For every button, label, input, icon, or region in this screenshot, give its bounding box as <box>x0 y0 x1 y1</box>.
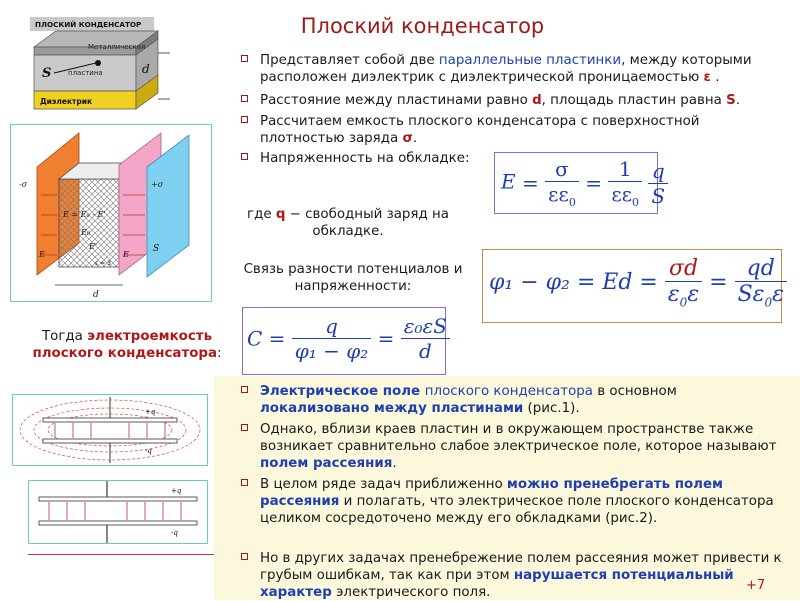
field-formula: E = $\frac{\sigma}{\varepsilon\varepsilon_0}$ = $\frac{1}{\varepsilon\varepsilon_0}$ $\frac{q}{S}$ <box>494 152 658 214</box>
field-formula-label: E = E₀ - E' <box>63 210 106 219</box>
plus-q-label: +q <box>145 408 156 416</box>
bullets.2.parts-segment: . <box>412 131 418 146</box>
bullets.0.parts-segment: . <box>711 70 720 85</box>
epsilon-label: ε = 3 <box>95 260 111 267</box>
bottom.items.0.parts-segment: в основном <box>592 384 677 399</box>
potential-formula: φ₁ − φ₂ = Ed = $\frac{\sigma d}{\varepsilon_0\varepsilon}$ = $\frac{qd}{S\varepsilon_0\varepsilon}$ <box>482 249 782 323</box>
bullets.1.parts-segment: S <box>726 93 736 108</box>
bottom.items.3.parts-segment: нарушается потенциальный характер <box>260 568 734 600</box>
e0-label: E₀ <box>81 228 91 237</box>
bottom.items.0.parts-segment: (рис.1). <box>523 401 580 416</box>
bullet-4-text <box>260 151 470 166</box>
slide-number: +7 <box>746 578 766 593</box>
bottom.items.0.parts-segment: плоского конденсатора <box>424 384 593 399</box>
capacitor-field-diagram <box>10 124 212 302</box>
minus-q-label-2: -q <box>171 529 178 537</box>
bottom.items.0.parts-segment: локализовано между пластинами <box>260 401 524 416</box>
e-left-label: E <box>39 250 45 259</box>
bullets.2.parts-segment: Рассчитаем емкость плоского конденсатора с поверхностной плотностью заряда <box>260 114 700 146</box>
note-2 <box>260 421 800 472</box>
note-3-text <box>260 477 774 526</box>
fringe-field-figure <box>12 394 208 466</box>
metal-label-1: Металлическая <box>88 43 146 51</box>
bullet-1-text <box>260 53 752 85</box>
bottom.items.2.parts-segment: В целом ряде задач приближенно <box>260 477 507 492</box>
minus-sigma-label: -σ <box>19 180 28 189</box>
plate-d-label: d <box>93 290 99 300</box>
fringe-field-notes <box>214 376 800 600</box>
bullets.1.parts-segment: Расстояние между пластинами равно <box>260 93 533 108</box>
note-4 <box>260 550 785 601</box>
bullet-marker <box>241 55 248 62</box>
bullet-marker <box>241 153 248 160</box>
bottom.items.1.parts-segment: . <box>392 456 397 471</box>
metal-label-2: пластина <box>68 69 103 77</box>
bullets.3.parts-segment: Напряженность на обкладке: <box>260 151 470 166</box>
bullet-marker <box>241 95 248 102</box>
bullets.0.parts-segment: ε <box>703 70 712 85</box>
bullets.0.parts-segment: параллельные пластинки <box>438 53 622 68</box>
bottom.items.1.parts-segment: полем рассеяния <box>260 456 393 471</box>
plus-sigma-label: +σ <box>151 180 164 189</box>
bullet-1 <box>260 52 780 86</box>
capacitor-illustration <box>26 13 172 117</box>
plus-q-label-2: +q <box>171 487 182 495</box>
where-q-caption: где q − свободный заряд на обкладке. <box>247 207 449 239</box>
bottom.items.2.parts-segment: и полагать, что электрическое поле плоского конденсатора целиком сосредоточено между его обкладками (рис.2). <box>260 494 774 526</box>
bullets.1.parts-segment: . <box>735 93 741 108</box>
capacitor-title-label: ПЛОСКИЙ КОНДЕНСАТОР <box>35 20 142 29</box>
bullets.1.parts-segment: d <box>532 93 542 108</box>
note-2-text <box>260 422 777 471</box>
bullet-3 <box>260 113 750 147</box>
capacity-caption: Тогда электроемкость плоского конденсатора: <box>32 329 222 361</box>
bullets.2.parts-segment: σ <box>402 131 413 146</box>
relation-caption: Связь разности потенциалов и напряженности: <box>243 262 463 294</box>
bullet-marker <box>241 553 248 560</box>
minus-q-label: -q <box>145 447 152 455</box>
plate-s-label: S <box>153 244 160 254</box>
bottom.items.2.parts-segment: можно пренебрегать полем рассеяния <box>260 477 723 509</box>
divider-line <box>28 554 214 555</box>
uniform-field-figure <box>28 480 208 544</box>
note-4-text <box>260 551 782 600</box>
bullet-marker <box>241 479 248 486</box>
bullet-3-text <box>260 114 699 146</box>
bullet-2 <box>260 92 780 109</box>
bullet-2-text <box>260 93 740 108</box>
e-prime-label: E' <box>89 242 98 251</box>
note-3 <box>260 476 785 527</box>
distance-d-label: d <box>142 62 150 76</box>
area-s-label: S <box>42 66 52 81</box>
note-1-text <box>260 384 677 416</box>
bottom.items.3.parts-segment: электрического поля. <box>331 585 491 600</box>
e-right-label: E <box>123 250 129 259</box>
bullets.0.parts-segment: Представляет собой две <box>260 53 439 68</box>
bullets.1.parts-segment: , площадь пластин равна <box>541 93 727 108</box>
bullet-marker <box>241 424 248 431</box>
bullets.0.parts-segment: , между которыми расположен диэлектрик с диэлектрической проницаемостью <box>260 53 752 85</box>
bottom.items.0.parts-segment: Электрическое поле <box>260 384 425 399</box>
bullet-marker <box>241 116 248 123</box>
bottom.items.1.parts-segment: Однако, вблизи краев пластин и в окружающем пространстве также возникает сравнительно слабое электрическое поле, которое называют <box>260 422 777 454</box>
bullet-marker <box>241 386 248 393</box>
capacity-formula: C = $\frac{q}{\text{φ₁ − φ₂}}$ = $\frac{\text{ε₀εS}}{d}$ <box>242 307 446 375</box>
dielectric-label: Диэлектрик <box>40 97 93 106</box>
note-1 <box>260 383 785 417</box>
slide-title: Плоский конденсатор <box>300 14 545 38</box>
bottom.items.3.parts-segment: Но в других задачах пренебрежение полем рассеяния может привести к грубым ошибкам, так как при этом <box>260 551 782 583</box>
